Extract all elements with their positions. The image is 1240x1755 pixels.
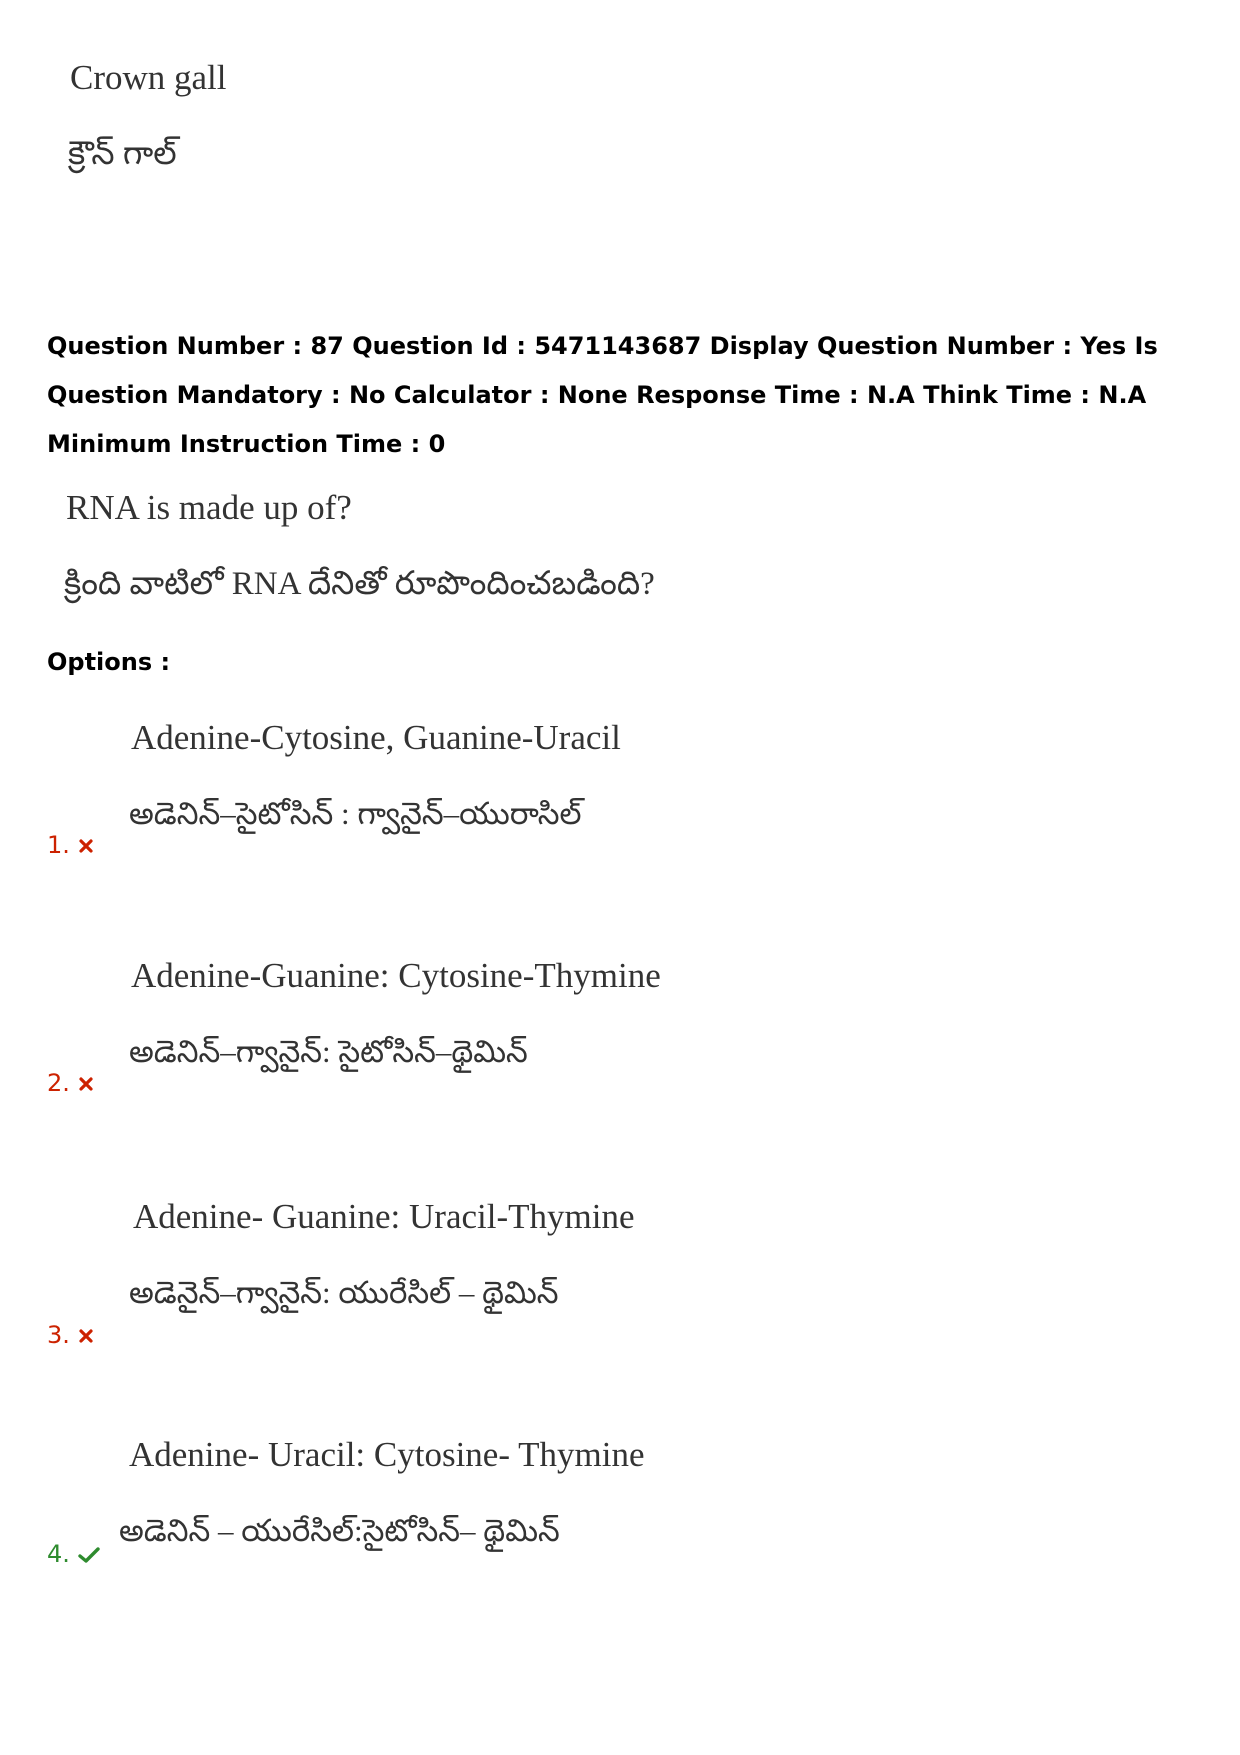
- option-2-telugu: అడెనిన్–గ్వానైన్: సైటోసిన్–థైమిన్: [129, 1034, 528, 1069]
- option-2-english: Adenine-Guanine: Cytosine-Thymine: [131, 956, 661, 995]
- option-2-number: 2.: [47, 1069, 70, 1097]
- question-text-english: RNA is made up of?: [66, 488, 352, 527]
- cross-icon: [78, 838, 94, 854]
- previous-option-english: Crown gall: [70, 58, 227, 97]
- option-1-number: 1.: [47, 831, 70, 859]
- option-2-marker: [47, 1069, 94, 1097]
- previous-option-telugu: క్రౌన్ గాల్: [68, 136, 177, 172]
- question-text-telugu: క్రింది వాటిలో RNA దేనితో రూపొందించబడింది?: [64, 566, 655, 602]
- option-4-english: Adenine- Uracil: Cytosine- Thymine: [129, 1435, 645, 1474]
- cross-icon: [78, 1076, 94, 1092]
- check-icon: [78, 1546, 100, 1564]
- option-3-marker: [47, 1321, 94, 1349]
- options-heading: Options :: [47, 648, 171, 676]
- option-4-marker: [47, 1540, 100, 1568]
- option-1-english: Adenine-Cytosine, Guanine-Uracil: [131, 718, 621, 757]
- option-4-telugu: అడెనిన్ – యురేసిల్:సైటోసిన్– థైమిన్: [119, 1513, 560, 1548]
- option-3-english: Adenine- Guanine: Uracil-Thymine: [133, 1197, 635, 1236]
- question-meta: Question Number : 87 Question Id : 5471143687 Display Question Number : Yes Is Question Mandatory : No Calculator : None Response Time : N.A Think Time : N.A Minimum Instruction Time : 0: [47, 332, 1158, 458]
- option-3-telugu: అడెనైన్–గ్వానైన్: యురేసిల్ – థైమిన్: [129, 1275, 559, 1310]
- option-1-telugu: అడెనిన్–సైటోసిన్ : గ్వానైన్–యురాసిల్: [129, 796, 582, 831]
- option-3-number: 3.: [47, 1321, 70, 1349]
- option-1-marker: [47, 831, 94, 859]
- option-4-number: 4.: [47, 1540, 70, 1568]
- cross-icon: [78, 1328, 94, 1344]
